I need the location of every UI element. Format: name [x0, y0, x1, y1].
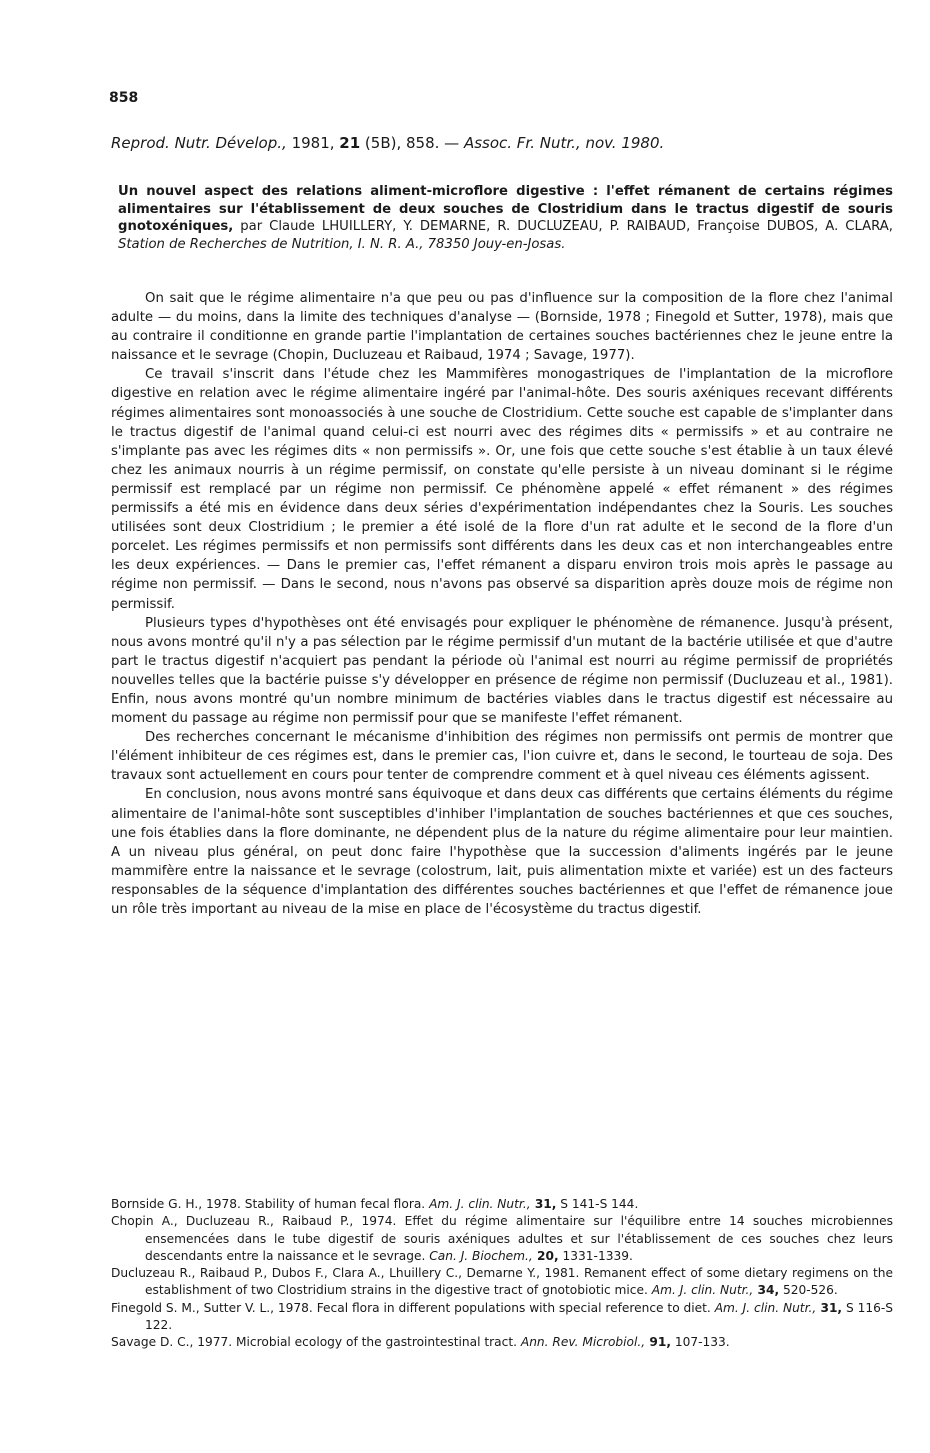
citation-issue: (5B), 858. —	[360, 134, 464, 152]
reference-title: Microbial ecology of the gastrointestinal tract.	[232, 1335, 521, 1350]
reference-title: Fecal flora in different populations with special reference to diet.	[312, 1300, 715, 1315]
article-affiliation: Station de Recherches de Nutrition, I. N. R. A., 78350 Jouy-en-Josas.	[118, 236, 566, 252]
reference-volume: 31,	[530, 1197, 557, 1211]
reference-authors: Ducluzeau R., Raibaud P., Dubos F., Clara A., Lhuillery C., Demarne Y., 1981.	[111, 1266, 580, 1281]
reference-journal: Ann. Rev. Microbiol.,	[520, 1335, 646, 1350]
reference-volume: 31,	[816, 1300, 843, 1315]
reference-authors: Bornside G. H., 1978.	[111, 1197, 241, 1211]
citation-meeting: Assoc. Fr. Nutr., nov. 1980.	[463, 134, 665, 152]
reference-authors: Savage D. C., 1977.	[111, 1335, 233, 1350]
paragraph: Plusieurs types d'hypothèses ont été envisagés pour expliquer le phénomène de rémanence. Jusqu'à présent, nous avons montré qu'il n'y a pas sélection par le régime permissif d'un mutant de la bactérie utilisée et que d'autre part le tractus digestif n'acquiert pas pendant la période où l'animal est nourri au régime permissif de propriétés nouvelles telles que la bactérie puisse s'y développer en présence de régime non permissif (Ducluzeau et al., 1981). Enfin, nous avons montré qu'un nombre minimum de bactéries viables dans le tractus digestif est nécessaire au moment du passage au régime non permissif pour que se manifeste l'effet rémanent.	[111, 615, 893, 727]
reference-item	[111, 1265, 893, 1300]
reference-pages: S 116-S 122.	[145, 1300, 893, 1333]
reference-volume: 34,	[753, 1283, 780, 1298]
article-header	[118, 183, 893, 253]
journal-citation	[111, 134, 664, 152]
article-authors: par Claude LHUILLERY, Y. DEMARNE, R. DUCLUZEAU, P. RAIBAUD, Françoise DUBOS, A. CLARA,	[233, 219, 893, 235]
reference-title: Remanent effect of some dietary regimens on the establishment of two Clostridium strains in the digestive tract of gnotobiotic mice.	[145, 1266, 893, 1298]
reference-item	[111, 1300, 893, 1335]
paragraph: Des recherches concernant le mécanisme d'inhibition des régimes non permissifs ont permis de montrer que l'élément inhibiteur de ces régimes est, dans le premier cas, l'ion cuivre et, dans le second, le tourteau de soja. Des travaux sont actuellement en cours pour tenter de comprendre comment et à quel niveau ces éléments agissent.	[111, 730, 893, 784]
reference-item	[111, 1213, 893, 1265]
citation-journal: Reprod. Nutr. Dévelop.,	[111, 134, 287, 152]
article-body	[111, 289, 893, 919]
citation-volume: 21	[339, 134, 361, 152]
reference-journal: Am. J. clin. Nutr.,	[651, 1283, 754, 1298]
citation-year: 1981,	[286, 134, 340, 152]
reference-pages: 107-133.	[670, 1335, 730, 1350]
reference-journal: Can. J. Biochem.,	[429, 1248, 533, 1263]
reference-authors: Finegold S. M., Sutter V. L., 1978.	[111, 1300, 313, 1315]
reference-authors: Chopin A., Ducluzeau R., Raibaud P., 1974.	[111, 1214, 397, 1229]
reference-item	[111, 1196, 893, 1213]
reference-title: Effet du régime alimentaire sur l'équilibre entre 14 souches microbiennes ensemencées dans le tube digestif de souris axéniques adultes et sur l'établissement de ces souches chez leurs descendants entre la naissance et le sevrage.	[145, 1214, 894, 1263]
reference-item	[111, 1334, 893, 1351]
paragraph: En conclusion, nous avons montré sans équivoque et dans deux cas différents que certains éléments du régime alimentaire de l'animal-hôte sont susceptibles d'inhiber l'implantation de souches bactériennes et que ces souches, une fois établies dans la flore dominante, ne dépendent plus de la nature du régime alimentaire pour leur maintien. A un niveau plus général, on peut donc faire l'hypothèse que la succession d'aliments ingérés par le jeune mammifère entre la naissance et le sevrage (colostrum, lait, puis alimentation mixte et variée) est un des facteurs responsables de la séquence d'implantation des différentes souches bactériennes et que l'effet de rémanence joue un rôle très important au niveau de la mise en place de l'écosystème du tractus digestif.	[111, 787, 893, 917]
reference-volume: 91,	[645, 1335, 671, 1350]
reference-journal: Am. J. clin. Nutr.,	[714, 1300, 817, 1315]
paragraph: On sait que le régime alimentaire n'a que peu ou pas d'influence sur la composition de la flore chez l'animal adulte — du moins, dans la limite des techniques d'analyse — (Bornside, 1978 ; Finegold et Sutter, 1978), mais que au contraire il conditionne en grande partie l'implantation de certaines souches bactériennes chez le jeune entre la naissance et le sevrage (Chopin, Ducluzeau et Raibaud, 1974 ; Savage, 1977).	[111, 291, 893, 364]
reference-pages: 1331-1339.	[558, 1248, 633, 1263]
article-title: Un nouvel aspect des relations aliment-microflore digestive : l'effet rémanent de certains régimes alimentaires sur l'établissement de deux souches de Clostridium dans le tractus digestif de souris gnotoxéniques,	[118, 184, 893, 235]
reference-pages: S 141-S 144.	[556, 1197, 639, 1211]
reference-title: Stability of human fecal flora.	[240, 1197, 430, 1211]
reference-pages: 520-526.	[779, 1283, 838, 1298]
reference-journal: Am. J. clin. Nutr.,	[429, 1197, 531, 1211]
paragraph: Ce travail s'inscrit dans l'étude chez les Mammifères monogastriques de l'implantation de la microflore digestive en relation avec le régime alimentaire ingéré par l'animal-hôte. Des souris axéniques recevant différents régimes alimentaires sont monoassociés à une souche de Clostridium. Cette souche est capable de s'implanter dans le tractus digestif de l'animal quand celui-ci est nourri avec des régimes dits « permissifs » et au contraire ne s'implante pas avec les régimes dits « non permissifs ». Or, une fois que cette souche s'est établie à un taux élevé chez les animaux nourris à un régime permissif, on constate qu'elle persiste à un niveau dominant si le régime permissif est remplacé par un régime non permissif. Ce phénomène appelé « effet rémanent » des régimes permissifs a été mis en évidence dans deux séries d'expérimentation indépendantes chez la Souris. Les souches utilisées sont deux Clostridium ; le premier a été isolé de la flore d'un rat adulte et le second de la flore d'un porcelet. Les régimes permissifs et non permissifs sont différents dans les deux cas et non interchangeables entre les deux expériences. — Dans le premier cas, l'effet rémanent a disparu environ trois mois après le passage au régime non permissif. — Dans le second, nous n'avons pas observé sa disparition après douze mois de régime non permissif.	[111, 367, 893, 612]
page-number: 858	[109, 90, 139, 106]
reference-list	[111, 1196, 893, 1352]
reference-volume: 20,	[532, 1248, 559, 1263]
